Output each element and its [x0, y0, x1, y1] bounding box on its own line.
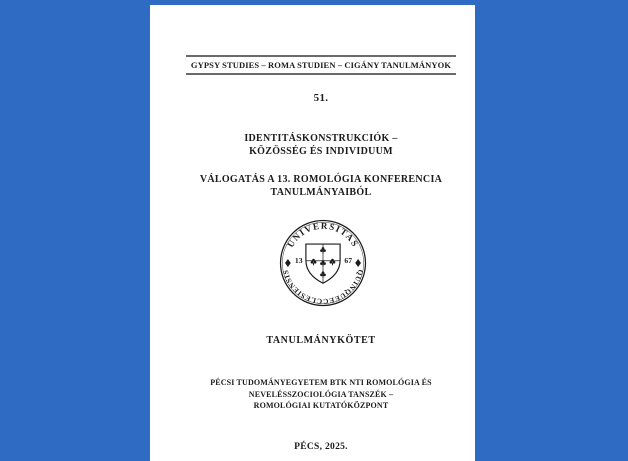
cover-content [167, 5, 475, 461]
book-subtitle [167, 173, 475, 199]
book-subtitle-line1: VÁLOGATÁS A 13. ROMOLÓGIA KONFERENCIA [199, 174, 443, 185]
volume-type-label: TANULMÁNYKÖTET [266, 335, 376, 346]
series-header [186, 55, 456, 75]
publisher-line3: ROMOLÓGIAI KUTATÓKÖZPONT [253, 401, 389, 410]
book-cover-page [150, 5, 475, 461]
publisher-block [167, 377, 475, 412]
publisher-line1: PÉCSI TUDOMÁNYEGYETEM BTK NTI ROMOLÓGIA ÉS [210, 378, 432, 387]
publisher-line2: NEVELÉSSZOCIOLÓGIA TANSZÉK – [248, 389, 394, 399]
seal-shield-icon [306, 244, 340, 283]
seal-right-diamond-icon [355, 259, 361, 267]
seal-year-right: 67 [344, 256, 353, 265]
book-title [167, 132, 475, 158]
volume-number: 51. [313, 92, 329, 104]
imprint: PÉCS, 2025. [294, 442, 348, 452]
series-header-text: GYPSY STUDIES – ROMA STUDIEN – CIGÁNY TANULMÁNYOK [190, 60, 452, 70]
book-subtitle-line2: TANULMÁNYAIBÓL [270, 187, 372, 198]
university-seal-icon [278, 218, 368, 308]
seal-year-left: 13 [294, 256, 303, 265]
seal-bottom-text: QUINQUEECCLESIENSIS [281, 268, 365, 306]
book-title-line1: IDENTITÁSKONSTRUKCIÓK – [244, 133, 398, 144]
book-title-line2: KÖZÖSSÉG ÉS INDIVIDUUM [249, 146, 393, 157]
university-seal [278, 218, 368, 308]
seal-left-diamond-icon [285, 259, 291, 267]
seal-top-text: UNIVERSITAS [285, 220, 361, 250]
